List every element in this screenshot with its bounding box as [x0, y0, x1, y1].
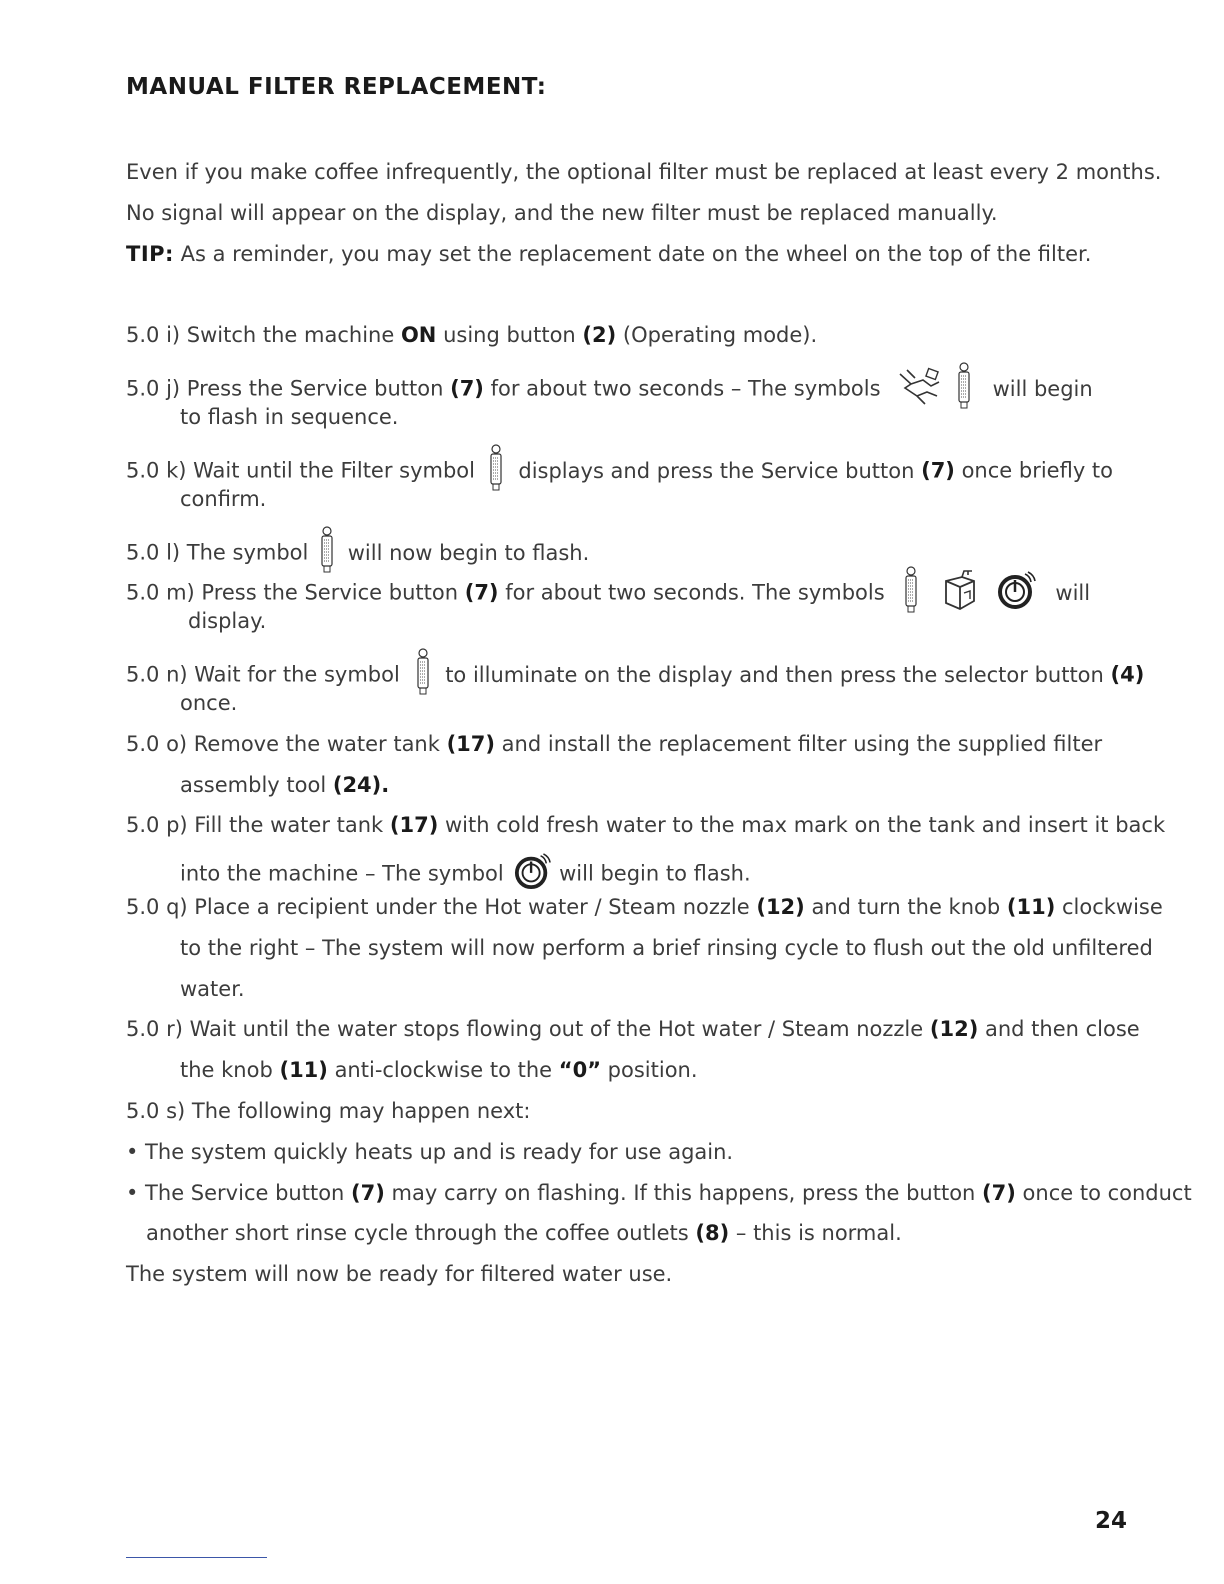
- step-j-text-d: will begin: [992, 376, 1093, 401]
- filter-icon: [415, 648, 431, 703]
- step-o-text-c: and install the replacement filter using the supplied filter: [495, 732, 1103, 756]
- step-n-text-a: 5.0 n) Wait for the symbol: [126, 662, 400, 687]
- water-tank-icon: [940, 569, 980, 618]
- step-i-text-d: (Operating mode).: [616, 323, 818, 347]
- step-q-cont-2: water.: [180, 977, 245, 1001]
- step-r-text-a: 5.0 r) Wait until the water stops flowing out of the Hot water / Steam nozzle: [126, 1017, 930, 1041]
- step-i-text-c: using button: [436, 323, 583, 347]
- step-m-cont: display.: [188, 609, 267, 633]
- step-q-knob-ref: (11): [1006, 895, 1056, 919]
- step-r: [126, 1015, 1140, 1043]
- step-q-cont-1: to the right – The system will now perform a brief rinsing cycle to flush out the old unfiltered: [180, 936, 1153, 960]
- step-r-cont-text-d: position.: [601, 1058, 698, 1082]
- step-n-text-c: to illuminate on the display and then press the selector button: [445, 662, 1111, 687]
- bullet-2-cont-text-c: – this is normal.: [729, 1221, 902, 1245]
- step-m-text-d: will: [1055, 580, 1091, 605]
- step-q-nozzle-ref: (12): [756, 895, 805, 919]
- step-i: [126, 321, 817, 349]
- steam-knob-icon: [514, 852, 552, 897]
- filter-icon: [488, 444, 504, 499]
- step-r-text-c: and then close: [978, 1017, 1140, 1041]
- step-i-on: ON: [400, 323, 437, 347]
- step-k-cont: confirm.: [180, 487, 267, 511]
- bullet-2-cont: [146, 1219, 902, 1247]
- bullet-2-button-ref-2: (7): [982, 1181, 1016, 1205]
- step-m-button-ref: (7): [464, 580, 499, 605]
- bullet-2: [126, 1179, 1192, 1207]
- step-r-cont-text-c: anti-clockwise to the: [327, 1058, 559, 1082]
- step-o-cont-text: assembly tool: [180, 773, 333, 797]
- step-r-cont-text-a: the knob: [180, 1058, 280, 1082]
- step-j-text-a: 5.0 j) Press the Service button: [126, 376, 451, 401]
- step-p: [126, 811, 1165, 839]
- step-r-nozzle-ref: (12): [929, 1017, 979, 1041]
- step-m: [126, 566, 1090, 621]
- step-p-cont: [180, 852, 751, 897]
- step-p-text-a: 5.0 p) Fill the water tank: [126, 813, 390, 837]
- step-q-text-d: clockwise: [1055, 895, 1163, 919]
- step-k-text-c: displays and press the Service button: [518, 458, 922, 483]
- step-o: [126, 730, 1102, 758]
- page-number: 24: [1095, 1508, 1128, 1534]
- step-o-text-a: 5.0 o) Remove the water tank: [126, 732, 447, 756]
- step-k-text-d: once briefly to: [954, 458, 1114, 483]
- bullet-2-outlet-ref: (8): [695, 1221, 730, 1245]
- step-k-text-a: 5.0 k) Wait until the Filter symbol: [126, 458, 475, 483]
- footer-rule: [126, 1557, 267, 1558]
- steam-knob-icon: [997, 570, 1037, 617]
- bullet-2-text-a: • The Service button: [126, 1181, 352, 1205]
- cleaning-hand-icon: [897, 366, 943, 413]
- filter-icon: [956, 362, 972, 417]
- step-p-cont-text-c: will begin to flash.: [559, 861, 751, 886]
- step-r-zero-position: “0”: [558, 1058, 601, 1082]
- step-l-text-c: will now begin to flash.: [347, 540, 590, 565]
- step-r-cont: [180, 1056, 698, 1084]
- step-j-button-ref: (7): [450, 376, 484, 401]
- step-i-button-ref: (2): [582, 323, 617, 347]
- step-m-text-a: 5.0 m) Press the Service button: [126, 580, 465, 605]
- step-p-cont-text-a: into the machine – The symbol: [180, 861, 504, 886]
- bullet-2-cont-text-a: another short rinse cycle through the coffee outlets: [146, 1221, 696, 1245]
- page-title: MANUAL FILTER REPLACEMENT:: [126, 74, 547, 100]
- closing-line: The system will now be ready for filtered water use.: [126, 1262, 673, 1286]
- step-p-tank-ref: (17): [389, 813, 439, 837]
- tip-label: TIP:: [126, 242, 174, 266]
- bullet-2-text-c: may carry on flashing. If this happens, press the button: [384, 1181, 983, 1205]
- step-q: [126, 893, 1163, 921]
- step-q-text-a: 5.0 q) Place a recipient under the Hot water / Steam nozzle: [126, 895, 757, 919]
- step-o-tool-ref: (24).: [332, 773, 390, 797]
- filter-icon: [903, 566, 919, 621]
- tip-line: [126, 240, 1091, 268]
- tip-text: As a reminder, you may set the replacement date on the wheel on the top of the filter.: [180, 242, 1092, 266]
- step-n-button-ref: (4): [1110, 662, 1145, 687]
- bullet-2-button-ref-1: (7): [351, 1181, 385, 1205]
- step-n-cont: once.: [180, 691, 238, 715]
- step-q-text-c: and turn the knob: [804, 895, 1007, 919]
- step-i-text-a: 5.0 i) Switch the machine: [126, 323, 401, 347]
- step-l-text-a: 5.0 l) The symbol: [126, 540, 309, 565]
- step-k: [126, 444, 1113, 499]
- intro-line-2: No signal will appear on the display, and the new filter must be replaced manually.: [126, 201, 998, 225]
- step-o-cont: [180, 771, 389, 799]
- step-o-tank-ref: (17): [446, 732, 495, 756]
- step-p-text-c: with cold fresh water to the max mark on the tank and insert it back: [438, 813, 1166, 837]
- step-r-knob-ref: (11): [279, 1058, 328, 1082]
- step-j-cont: to flash in sequence.: [180, 405, 399, 429]
- step-j-text-c: for about two seconds – The symbols: [483, 376, 881, 401]
- step-s: 5.0 s) The following may happen next:: [126, 1099, 531, 1123]
- bullet-1: • The system quickly heats up and is ready for use again.: [126, 1140, 734, 1164]
- step-n: [126, 648, 1144, 703]
- step-m-text-c: for about two seconds. The symbols: [498, 580, 885, 605]
- step-k-button-ref: (7): [921, 458, 955, 483]
- bullet-2-text-d: once to conduct: [1015, 1181, 1192, 1205]
- intro-line-1: Even if you make coffee infrequently, the optional filter must be replaced at least every 2 months.: [126, 160, 1162, 184]
